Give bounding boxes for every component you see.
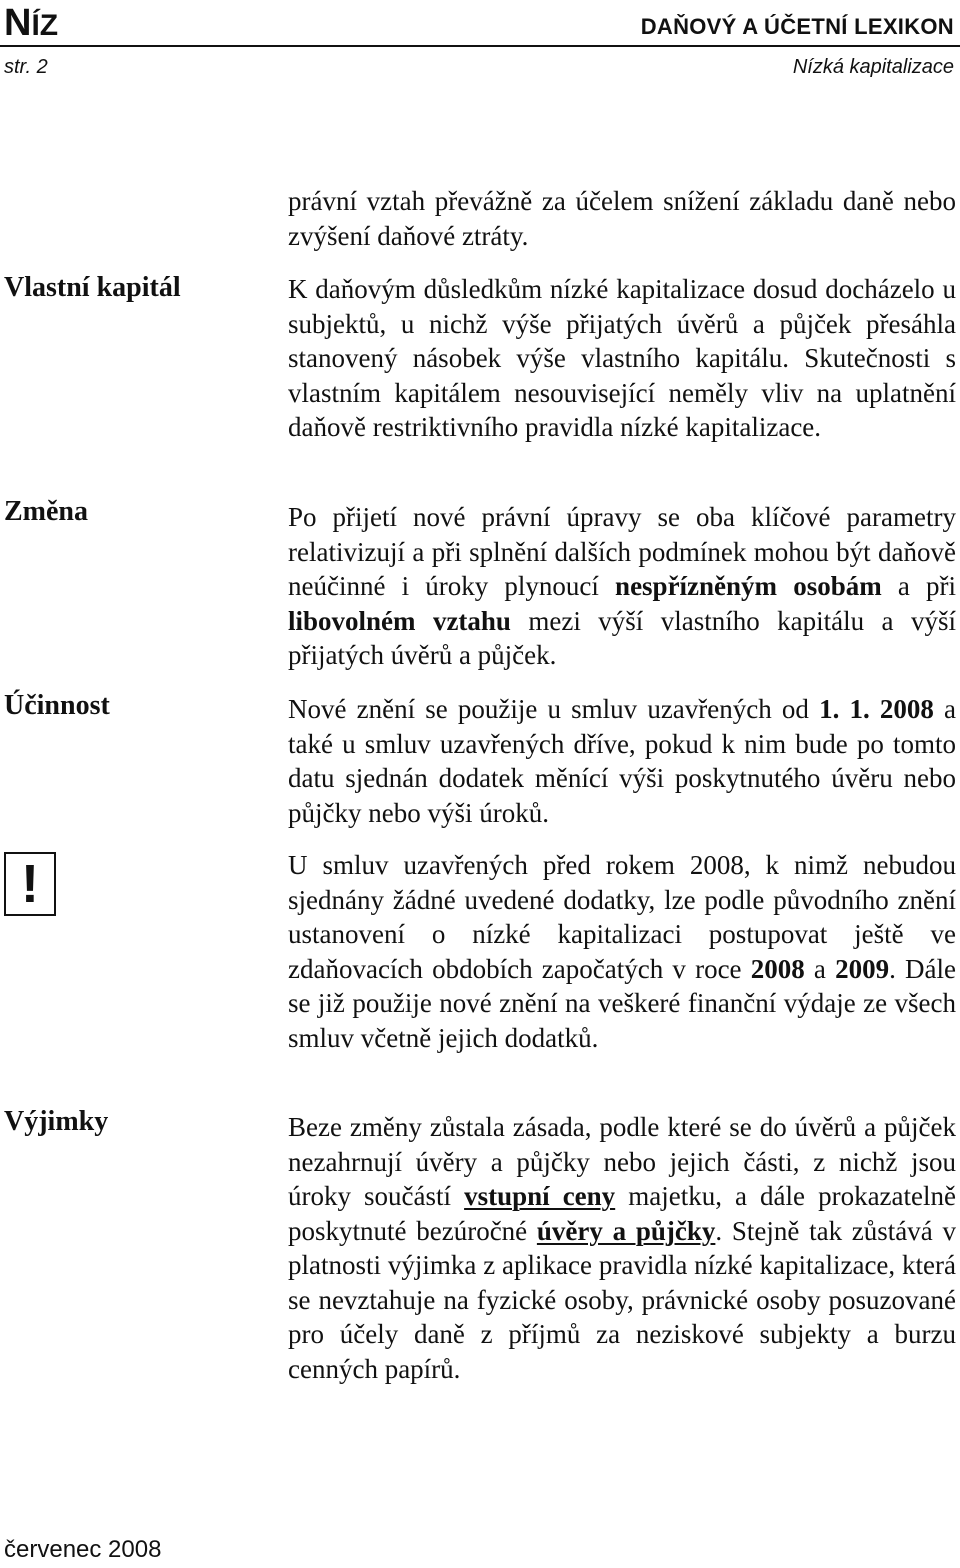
page-number: str. 2 — [4, 56, 48, 78]
paragraph-transition: U smluv uzavřených před rokem 2008, k nimž nebudou sjednány žádné uvedené dodatky, lze podle původního znění ustanovení o nízké kapitalizaci postupovat ještě ve zdaňovacích obdobích započatých v roce 2008 a 2009. Dále se již použije nové znění na veškeré finanční výdaje ze všech smluv včetně jejich dodatků. — [288, 850, 956, 1053]
footer-date: červenec 2008 — [4, 1536, 162, 1563]
paragraph-equity: K daňovým důsledkům nízké kapitalizace dosud docházelo u subjektů, u nichž výše přijatých úvěrů a půjček přesáhla stanovený násobek výše vlastního kapitálu. Skutečnosti s vlastním kapitálem nesouvisející neměly vliv na uplatnění daňově restriktivního pravidla nízké kapitalizace. — [288, 274, 956, 442]
margin-label-effect: Účinnost — [4, 690, 110, 721]
term-unrelated-persons: nespřízněným osobám — [615, 571, 882, 601]
topic-title: Nízká kapitalizace — [792, 56, 954, 78]
paragraph-intro: právní vztah převážně za účelem snížení základu daně nebo zvýšení daňové ztráty. — [288, 186, 956, 251]
section-rest: ÍZ — [31, 9, 59, 42]
margin-label-exceptions: Výjimky — [4, 1106, 109, 1137]
header-rule — [0, 45, 960, 47]
year-2009: 2009 — [835, 953, 890, 984]
paragraph-exceptions: Beze změny zůstala zásada, podle které se do úvěrů a půjček nezahrnují úvěry a půjčky nebo jejich části, z nichž jsou úroky součástí vstupní ceny majetku, a dále prokazatelně poskytnuté bezúročné úvěry a půjčky. Stejně tak zůstává v platnosti výjimka z aplikace pravidla nízké kapitalizace, která se nevztahuje na fyzické osoby, právnické osoby posuzované pro účely daně z příjmů za neziskové subjekty a burzu cenných papírů. — [288, 1112, 956, 1384]
lexicon-title: DAŇOVÝ A ÚČETNÍ LEXIKON — [640, 14, 954, 39]
margin-label-equity: Vlastní kapitál — [4, 272, 181, 303]
link-input-price[interactable]: vstupní ceny — [464, 1181, 616, 1211]
warning-icon — [4, 852, 56, 916]
link-loans[interactable]: úvěry a půjčky — [536, 1215, 716, 1246]
section-heading — [4, 2, 58, 45]
term-any-relation: libovolném vztahu — [288, 605, 511, 636]
warning-symbol: ! — [21, 854, 39, 914]
paragraph-effect: Nové znění se použije u smluv uzavřených od 1. 1. 2008 a také u smluv uzavřených dříve, pokud k nim bude po tomto datu sjednán dodatek měnící výši poskytnutého úvěru nebo půjčky nebo výši úroků. — [288, 694, 957, 828]
effective-date: 1. 1. 2008 — [819, 694, 934, 724]
year-2008: 2008 — [750, 953, 805, 984]
section-initial: N — [4, 2, 32, 44]
paragraph-change: Po přijetí nové právní úpravy se oba klíčové parametry relativizují a při splnění dalších podmínek mohou být daňově neúčinné i úroky plynoucí nespřízněným osobám a při libovolném vztahu mezi výší vlastního kapitálu a výší přijatých úvěrů a půjček. — [288, 502, 956, 670]
margin-label-change: Změna — [4, 496, 88, 527]
